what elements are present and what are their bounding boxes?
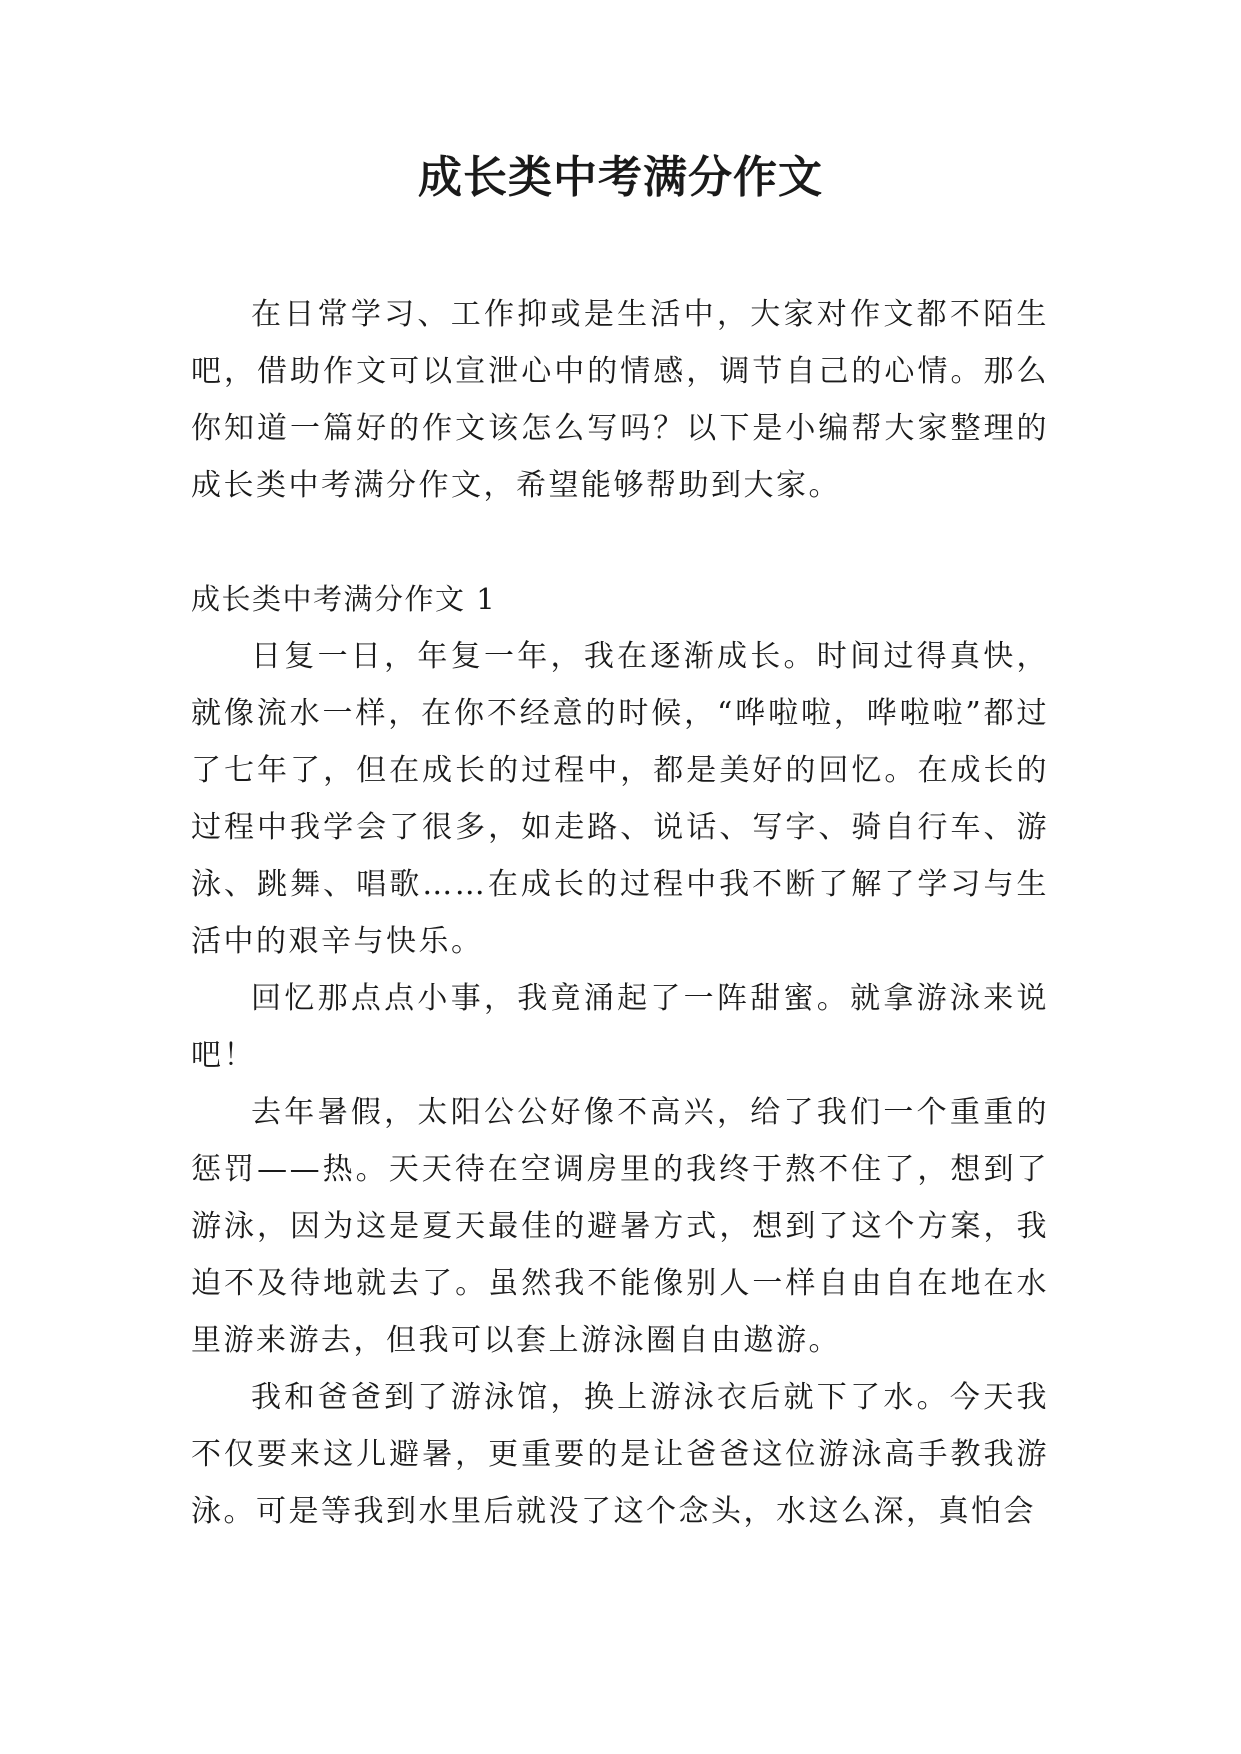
- intro-paragraph: 在日常学习、工作抑或是生活中，大家对作文都不陌生吧，借助作文可以宣泄心中的情感，调节自己的心情。那么你知道一篇好的作文该怎么写吗？以下是小编帮大家整理的成长类中考满分作文，希望能够帮助到大家。: [191, 297, 1049, 503]
- body-paragraph: 日复一日，年复一年，我在逐渐成长。时间过得真快，就像流水一样，在你不经意的时候，“哗啦啦，哗啦啦”都过了七年了，但在成长的过程中，都是美好的回忆。在成长的过程中我学会了很多，如走路、说话、写字、骑自行车、游泳、跳舞、唱歌……在成长的过程中我不断了解了学习与生活中的艰辛与快乐。: [191, 639, 1049, 959]
- section-heading: 成长类中考满分作文 1: [191, 582, 497, 616]
- document-body: [191, 286, 1049, 1540]
- document-title: 成长类中考满分作文: [418, 152, 823, 203]
- body-paragraph: 去年暑假，太阳公公好像不高兴，给了我们一个重重的惩罚——热。天天待在空调房里的我终于熬不住了，想到了游泳，因为这是夏天最佳的避暑方式，想到了这个方案，我迫不及待地就去了。虽然我不能像别人一样自由自在地在水里游来游去，但我可以套上游泳圈自由遨游。: [191, 1095, 1049, 1358]
- body-paragraph: 我和爸爸到了游泳馆，换上游泳衣后就下了水。今天我不仅要来这儿避暑，更重要的是让爸爸这位游泳高手教我游泳。可是等我到水里后就没了这个念头，水这么深，真怕会: [191, 1380, 1049, 1529]
- body-paragraph: 回忆那点点小事，我竟涌起了一阵甜蜜。就拿游泳来说吧！: [191, 981, 1049, 1073]
